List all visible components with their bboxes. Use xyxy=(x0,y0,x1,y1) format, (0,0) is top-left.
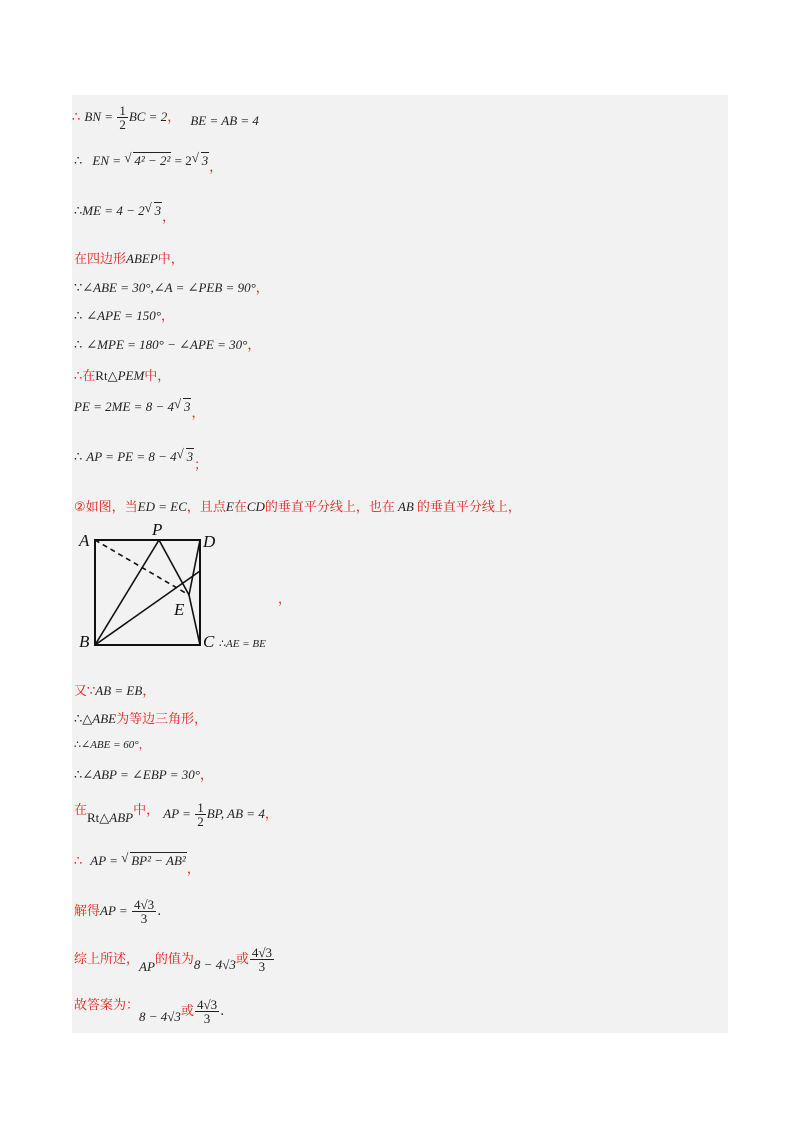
label-p: P xyxy=(152,522,163,539)
line-in-rt-abp xyxy=(74,801,278,828)
line-me xyxy=(74,200,176,225)
math-angle-abe: ∠ABE = 60° xyxy=(81,739,139,751)
comma: ， xyxy=(255,281,269,296)
comma: ， xyxy=(200,768,214,783)
segment-de xyxy=(189,540,200,595)
text-middle: 中， xyxy=(144,369,171,384)
math-ab-eb: AB = EB xyxy=(95,683,143,698)
comma: ， xyxy=(186,862,200,877)
period: . xyxy=(220,1004,225,1019)
answer-value-one: 8 − 4√3 xyxy=(193,957,236,972)
label-a: A xyxy=(79,531,90,550)
sqrt-three: √ 3 xyxy=(183,398,192,415)
label-c: C xyxy=(203,632,215,650)
therefore-symbol: ∴ xyxy=(72,110,81,125)
text-bisector-also: 的垂直平分线上，也在 xyxy=(264,500,395,515)
because-symbol: ∵ xyxy=(74,281,83,296)
semicolon: ； xyxy=(194,458,208,473)
therefore-symbol: ∴ xyxy=(74,204,83,219)
math-abp: ABP xyxy=(109,810,134,825)
math-ae-be: AE = BE xyxy=(226,638,266,650)
fraction-numerator: 1 xyxy=(197,800,204,815)
therefore-symbol: ∴ xyxy=(74,768,83,783)
fraction-denominator: 3 xyxy=(140,911,148,926)
square-figure xyxy=(77,522,287,650)
line-angle-mpe xyxy=(74,334,260,353)
math-en: EN = xyxy=(92,153,125,168)
fraction-denominator: 2 xyxy=(197,814,204,829)
text-or: 或 xyxy=(180,1004,194,1019)
comma: ， xyxy=(167,110,181,125)
math-ap-pe: AP = PE = 8 − 4 xyxy=(86,449,177,464)
therefore-symbol: ∴ xyxy=(74,338,83,353)
text-value-is: 的值为 xyxy=(154,952,194,967)
math-abep: ABEP xyxy=(126,251,158,266)
therefore-triangle: ∴△ xyxy=(74,712,93,727)
line-angle-ape xyxy=(74,305,174,324)
fraction-denominator: 2 xyxy=(119,117,126,132)
line-en xyxy=(74,150,223,175)
comma: ， xyxy=(247,338,261,353)
math-angle-abp: ∠ABP = ∠EBP = 30° xyxy=(82,767,200,782)
therefore-symbol: ∴ xyxy=(74,154,83,169)
comma: ， xyxy=(142,684,156,699)
math-bc: BC = 2 xyxy=(128,109,168,124)
fraction-answer xyxy=(250,946,274,973)
sqrt-three: √ 3 xyxy=(201,152,210,169)
therefore-symbol: ∴ xyxy=(74,738,81,751)
line-angle-abe xyxy=(74,736,150,752)
line-ae-be xyxy=(219,637,266,650)
line-final-answer xyxy=(74,998,224,1025)
comma: ， xyxy=(138,738,150,751)
math-ap: AP = xyxy=(100,903,131,918)
period: . xyxy=(157,904,162,919)
line-equilateral xyxy=(74,708,207,727)
math-ap: AP xyxy=(139,959,155,974)
fraction-numerator: 4√3 xyxy=(196,997,218,1012)
line-angles-given xyxy=(74,277,269,296)
comma: ， xyxy=(162,210,176,225)
therefore-symbol: ∴ xyxy=(74,854,83,869)
math-abe: ABE xyxy=(92,711,117,726)
segment-ec xyxy=(189,595,200,645)
comma: ， xyxy=(209,160,223,175)
line-summary xyxy=(74,946,275,973)
math-rt: Rt△ xyxy=(87,810,110,825)
line-case-two xyxy=(74,496,521,515)
comma: ， xyxy=(160,309,174,324)
math-bn: BN = xyxy=(84,109,117,124)
sqrt-three: √ 3 xyxy=(186,448,195,465)
line-ab-eb xyxy=(74,680,155,699)
math-bp-ab: BP, AB = 4 xyxy=(206,806,265,821)
label-d: D xyxy=(203,532,216,551)
text-on: 在 xyxy=(233,500,247,515)
label-b: B xyxy=(79,632,90,650)
sqrt-radicand: √ 4² − 2² xyxy=(133,152,171,169)
math-pem: PEM xyxy=(117,368,145,383)
text-and-point: ，且点 xyxy=(186,500,226,515)
fraction-half xyxy=(117,104,128,131)
math-ed-ec: ED = EC xyxy=(137,499,187,514)
fraction-answer xyxy=(195,998,219,1025)
fraction-answer xyxy=(132,898,156,925)
line-pe xyxy=(74,396,205,421)
comma: ， xyxy=(264,807,278,822)
sqrt-three: √ 3 xyxy=(154,202,163,219)
text-also-because: 又∵ xyxy=(74,684,96,699)
math-ap: AP = xyxy=(90,853,122,868)
text-middle: 中， xyxy=(133,803,160,818)
math-pe: PE = 2ME = 8 − 4 xyxy=(74,399,174,414)
segment-bp xyxy=(95,540,159,645)
math-e: E xyxy=(225,499,234,514)
text-summary: 综上所述， xyxy=(74,952,140,967)
math-ape: ∠APE = 150° xyxy=(86,308,161,323)
text-solved: 解得 xyxy=(74,904,101,919)
text-bisector: 的垂直平分线上， xyxy=(416,500,521,515)
fraction-denominator: 3 xyxy=(203,1011,211,1026)
text-equilateral: 为等边三角形， xyxy=(116,712,208,727)
fraction-denominator: 3 xyxy=(258,959,266,974)
line-angle-abp xyxy=(74,764,213,783)
label-e: E xyxy=(174,600,185,619)
line-bn xyxy=(72,104,259,131)
math-ap: AP = xyxy=(163,806,195,821)
text-in: 在 xyxy=(74,803,88,818)
therefore-symbol: ∴ xyxy=(74,309,83,324)
fraction-half xyxy=(195,801,206,828)
math-rt: Rt△ xyxy=(95,368,118,383)
text-or: 或 xyxy=(235,952,249,967)
text-therefore-in: ∴在 xyxy=(74,369,96,384)
fraction-numerator: 4√3 xyxy=(251,945,272,960)
answer-value-one: 8 − 4√3 xyxy=(139,1009,181,1024)
text-case-two: ②如图，当 xyxy=(74,500,138,515)
math-be-ab: BE = AB = 4 xyxy=(190,113,259,128)
text-in-quadrilateral: 在四边形 xyxy=(74,252,127,267)
math-cd: CD xyxy=(246,499,265,514)
sqrt-radicand: √ BP² − AB² xyxy=(130,852,187,869)
figure-trailing-comma: ， xyxy=(278,592,292,607)
text-answer: 故答案为： xyxy=(74,998,140,1013)
line-solved xyxy=(74,898,161,925)
fraction-numerator: 4√3 xyxy=(133,897,155,912)
math-mpe: ∠MPE = 180° − ∠APE = 30° xyxy=(86,337,248,352)
math-me: ME = 4 − 2 xyxy=(82,203,145,218)
line-in-rt-pem xyxy=(74,365,170,384)
therefore-symbol: ∴ xyxy=(74,450,83,465)
comma: ， xyxy=(191,406,205,421)
line-ap-sqrt xyxy=(74,850,200,877)
line-quadrilateral xyxy=(74,248,184,267)
fraction-numerator: 1 xyxy=(119,103,126,118)
math-ab: AB xyxy=(397,499,414,514)
math-angles: ∠ABE = 30°,∠A = ∠PEB = 90° xyxy=(82,280,256,295)
therefore-symbol: ∴ xyxy=(219,637,226,650)
line-ap-result xyxy=(74,446,208,473)
text-middle: 中， xyxy=(157,252,184,267)
math-eq: = 2 xyxy=(171,153,192,168)
